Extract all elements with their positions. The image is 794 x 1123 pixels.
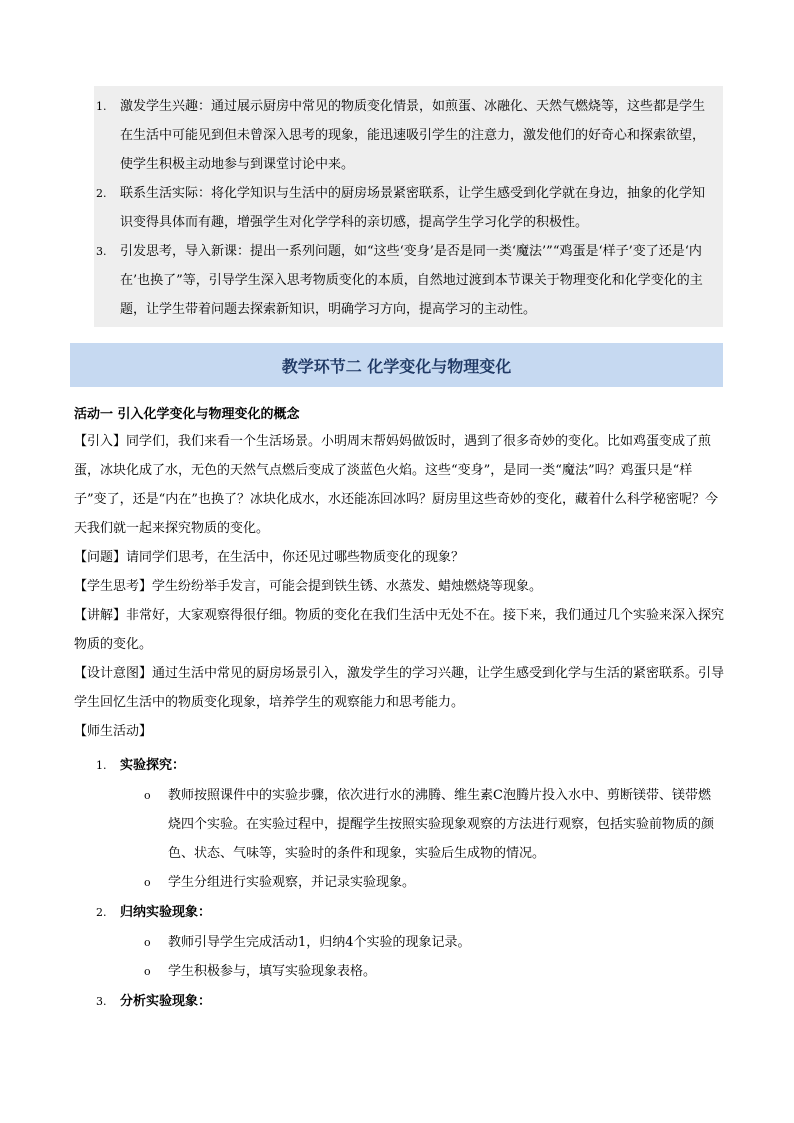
list-text: 引发思考，导入新课：提出一系列问题，如“这些‘变身’是否是同一类‘魔法’”“鸡蛋是‘样子’变了还是‘内在’也换了”等，引导学生深入思考物质变化的本质，自然地过渡到本节课关于物理变化和化学变化的主题，让学生带着问题去探索新知识，明确学习方向，提高学习的主动性。	[120, 244, 703, 317]
design-intent-list	[94, 92, 723, 324]
list-item	[94, 237, 710, 324]
list-number: 2.	[96, 187, 107, 200]
sub-item	[74, 957, 714, 986]
step-title: 分析实验现象：	[120, 994, 212, 1009]
step-heading	[74, 986, 724, 1017]
step-number: 2.	[96, 906, 107, 919]
bullet-icon: o	[144, 876, 151, 889]
list-text: 联系生活实际：将化学知识与生活中的厨房场景紧密联系，让学生感受到化学就在身边，抽象的化学知识变得具体而有趣，增强学生对化学学科的亲切感，提高学生学习化学的积极性。	[120, 186, 706, 230]
sub-item-text: 学生积极参与，填写实验现象表格。	[168, 964, 377, 979]
paragraph-student-thinking: 【学生思考】学生纷纷举手发言，可能会提到铁生锈、水蒸发、蜡烛燃烧等现象。	[74, 579, 543, 594]
list-number: 3.	[96, 245, 107, 258]
sub-item-text: 教师引导学生完成活动1，归纳4个实验的现象记录。	[168, 935, 471, 950]
list-number: 1.	[96, 100, 107, 113]
section-title: 教学环节二 化学变化与物理变化	[70, 343, 723, 387]
step-number: 3.	[96, 995, 107, 1008]
sub-item	[74, 781, 714, 868]
step-number: 1.	[96, 759, 107, 772]
main-content	[74, 403, 724, 1017]
sub-item	[74, 928, 714, 957]
activity-title: 活动一 引入化学变化与物理变化的概念	[74, 407, 300, 422]
step-heading	[74, 897, 724, 928]
steps-list	[74, 750, 724, 1017]
bullet-icon: o	[144, 936, 151, 949]
paragraph-design-intent: 【设计意图】通过生活中常见的厨房场景引入，激发学生的学习兴趣，让学生感受到化学与生活的紧密联系。引导学生回忆生活中的物质变化现象，培养学生的观察能力和思考能力。	[74, 666, 725, 710]
paragraph-intro: 【引入】同学们，我们来看一个生活场景。小明周末帮妈妈做饭时，遇到了很多奇妙的变化。比如鸡蛋变成了煎蛋，冰块化成了水，无色的天然气点燃后变成了淡蓝色火焰。这些“变身”，是同一类“魔法”吗？鸡蛋只是“样子”变了，还是“内在”也换了？冰块化成水，水还能冻回冰吗？厨房里这些奇妙的变化，藏着什么科学秘密呢？今天我们就一起来探究物质的变化。	[74, 434, 718, 536]
paragraph-explanation: 【讲解】非常好，大家观察得很仔细。物质的变化在我们生活中无处不在。接下来，我们通过几个实验来深入探究物质的变化。	[74, 608, 725, 652]
list-text: 激发学生兴趣：通过展示厨房中常见的物质变化情景，如煎蛋、冰融化、天然气燃烧等，这些都是学生在生活中可能见到但未曾深入思考的现象，能迅速吸引学生的注意力，激发他们的好奇心和探索欲望，使学生积极主动地参与到课堂讨论中来。	[120, 99, 706, 172]
sub-item	[74, 868, 714, 897]
list-item	[94, 92, 710, 179]
bullet-icon: o	[144, 965, 151, 978]
step-title: 实验探究：	[120, 758, 186, 773]
paragraph-activities: 【师生活动】	[74, 724, 153, 739]
step-title: 归纳实验现象：	[120, 905, 212, 920]
paragraph-question: 【问题】请同学们思考，在生活中，你还见过哪些物质变化的现象？	[74, 550, 465, 565]
step-heading	[74, 750, 724, 781]
bullet-icon: o	[144, 789, 151, 802]
sub-item-text: 教师按照课件中的实验步骤，依次进行水的沸腾、维生素C泡腾片投入水中、剪断镁带、镁带燃烧四个实验。在实验过程中，提醒学生按照实验现象观察的方法进行观察，包括实验前物质的颜色、状态、气味等，实验时的条件和现象，实验后生成物的情况。	[168, 788, 715, 861]
sub-item-text: 学生分组进行实验观察，并记录实验现象。	[168, 875, 416, 890]
list-item	[94, 179, 710, 237]
